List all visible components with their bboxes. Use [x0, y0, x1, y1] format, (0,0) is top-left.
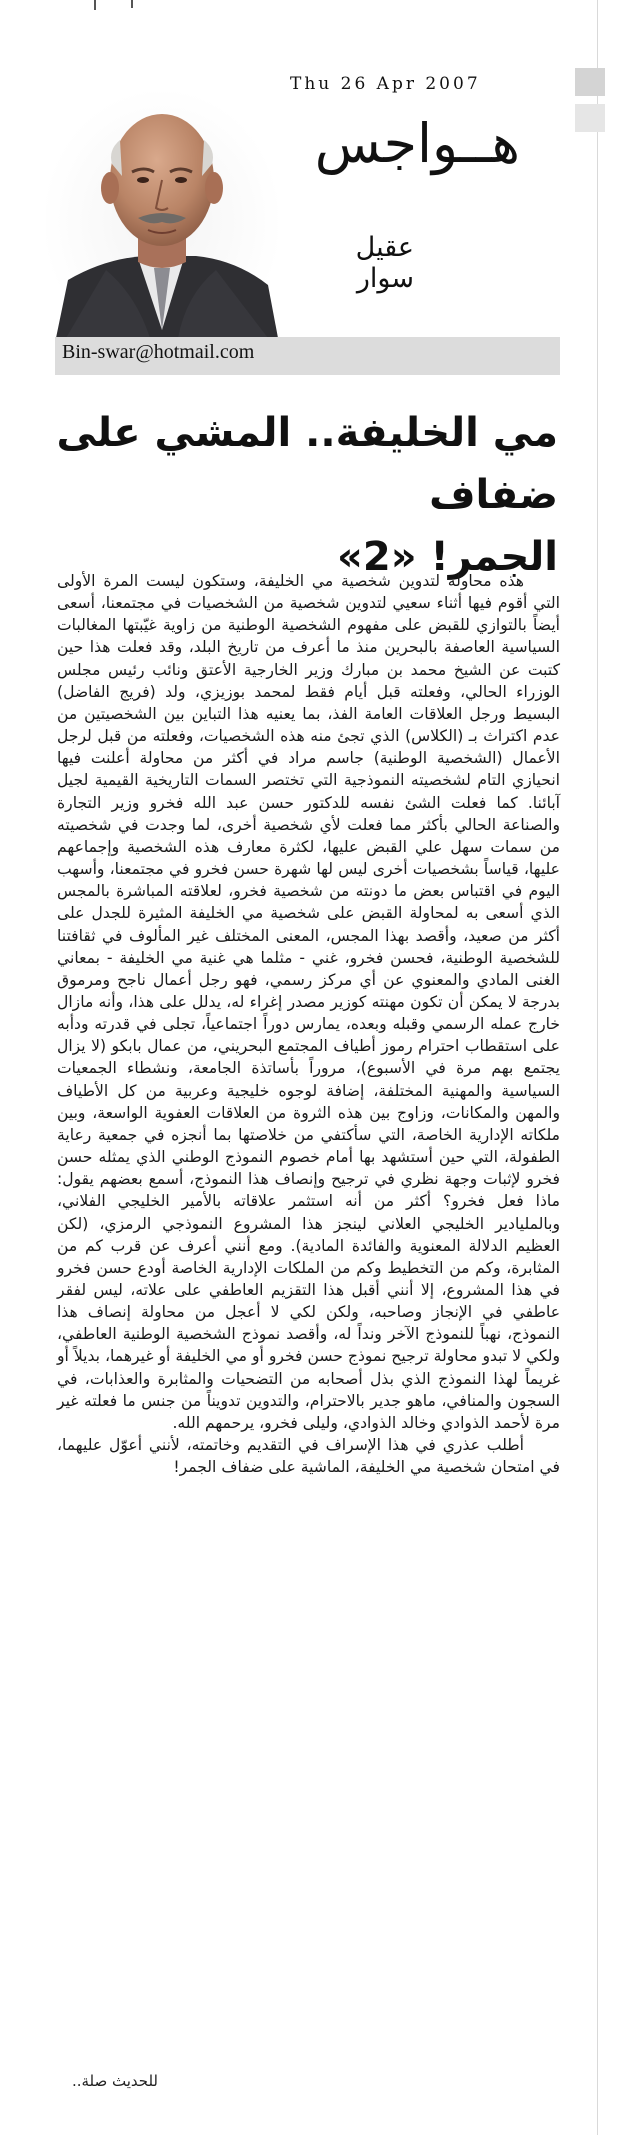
column-title: هــواجس [314, 112, 520, 175]
article-paragraph: هذه محاولة لتدوين شخصية مي الخليفة، وستكون ليست المرة الأولى التي أقوم فيها أثناء سعيي لتدوين شخصية من الشخصيات في مجتمعنا، أسعى أيضاً بالتوازي للقبض على مفهوم الشخصية الوطنية من زاوية غيّبتها المغالبات السياسية العاصفة بالبحرين منذ ما أعرف من تاريخ البلد، وقد فعلت هذا حين كتبت عن الشيخ محمد بن مبارك وزير الخارجية الأعتق ونائب رئيس مجلس الوزراء الحالي، وفعلته قبل أيام فقط لمحمد بوزيزي، ولد (فريج الفاضل) البسيط ورجل العلاقات العامة الفذ، بما يعنيه هذا التباين بين الشخصيتين من عدم اكتراث بـ (الكلاس) الذي تجئ منه هذه الشخصيات، وفعلته من قبل لرجل الأعمال (الشخصية الوطنية) جاسم مراد في أكثر من محاولة أعلنت فيها انحيازي التام لشخصيته النموذجية التي تختصر السمات التاريخية القيمية لجيل آبائنا. كما فعلت الشئ نفسه للدكتور حسن عبد الله فخرو وزير التجارة والصناعة الحالي بأكثر مما فعلت لأي شخصية أخرى، لما وجدت في شخصيته من سمات سهل علي القبض عليها، لكثرة معارف هذه الشخصية وإجماعهم عليها، قياساً بشخصيات أخرى ليس لها شهرة حسن فخرو في مجتمعنا، وأسهب اليوم في اقتباس بعض ما دونته من شخصية فخرو، لعلاقته المباشرة بالمجس الذي أسعى به لمحاولة القبض على شخصية مي الخليفة المثيرة للجدل على أكثر من صعيد، وأقصد بهذا المجس، المعنى المختلف غير المألوف في ثقافتنا للشخصية الوطنية، فحسن فخرو، غني - مثلما هي غنية مي الخليفة - بمعاني الغنى المادي والمعنوي عن أي مركز رسمي، فهو رجل أعمال ناجح ومرموق بدرجة لا يمكن أن تكون مهنته كوزير مصدر إغراء له، يدلل على هذا، وأنه مازال خارج عمله الرسمي وقبله وبعده، يمارس دوراً اجتماعياً، تجلى في قدرته ودأبه على استقطاب احترام رموز أطياف المجتمع البحريني، من عمال بابكو (لا يزال يجتمع بهم مرة في الأسبوع)، مروراً بأساتذة الجامعة، ونشطاء الجمعيات السياسية والمهنية المختلفة، إضافة لوجوه خليجية وعربية من كل الأطياف والمهن والمكانات، وزاوج بين هذه الثروة من العلاقات العفوية الواسعة، وبين ملكاته الإدارية الخاصة، التي سأكتفي من خلاصتها بما أنجزه في جمعية رعاية الطفولة، التي حين أستشهد بها أمام خصوم النموذج الوطني الذي يمثله حسن فخرو لإثبات وجهة نظري في ترجيح وإنصاف هذا النموذج، أسمع بعضهم يقول: ماذا فعل فخرو؟ أكثر من أنه استثمر علاقاته بالأمير الخليجي الفلاني، وبالمليادير الخليجي العلاني لينجز هذا المشروع النموذجي الرمزي، (لكن العظيم الدلالة المعنوية والفائدة المادية). ومع أنني أعرف عن قرب كم من المثابرة، وكم من التخطيط وكم من الملكات الإدارية الخاصة أودع حسن فخرو في هذا المشروع، إلا أنني أقبل هذا التقزيم العاطفي على علاته، ليس لفقر عاطفي في الإنجاز وصاحبه، ولكن لكي لا أعجل من محاولة إنصاف هذا النموذج، نهباً للنموذج الآخر ونداً له، وأقصد نموذج الشخصية الوطنية العاطفي، ولكي لا تبدو محاولة ترجيح نموذج حسن فخرو أو مي الخليفة أو غيرهما، بديلاً أو غريماً لهذا النموذج الذي بذل أصحابه من التضحيات والمثابرة والعذابات، في السجون والمنافي، ماهو جدير بالاحترام، والتدوين تدويناً من جنس ما فعلته غير مرة لأحمد الذوادي وخالد الذوادي، وليلى فخرو، يرحمهم الله. [57, 572, 560, 1432]
top-edge-mark [131, 0, 133, 8]
author-photo [46, 80, 278, 338]
headline-line-1: مي الخليفة.. المشي على ضفاف [56, 410, 558, 518]
author-name: عقيل سوار [355, 232, 414, 294]
side-gray-box [575, 68, 605, 96]
author-email: Bin-swar@hotmail.com [62, 341, 255, 363]
headline-line-2: الجمر! «2» [337, 534, 558, 580]
column-divider [597, 0, 598, 2135]
article-paragraph: أطلب عذري في هذا الإسراف في التقديم وخاتمته، لأنني أعوّل عليهما، في امتحان شخصية مي الخليفة، الماشية على ضفاف الجمر! [57, 1436, 560, 1477]
publication-date: Thu 26 Apr 2007 [290, 74, 481, 94]
article-body [57, 570, 560, 1478]
article-signoff: للحديث صلة.. [71, 2072, 158, 2090]
top-edge-mark [94, 0, 96, 10]
side-gray-box [575, 104, 605, 132]
article-headline [38, 402, 558, 588]
